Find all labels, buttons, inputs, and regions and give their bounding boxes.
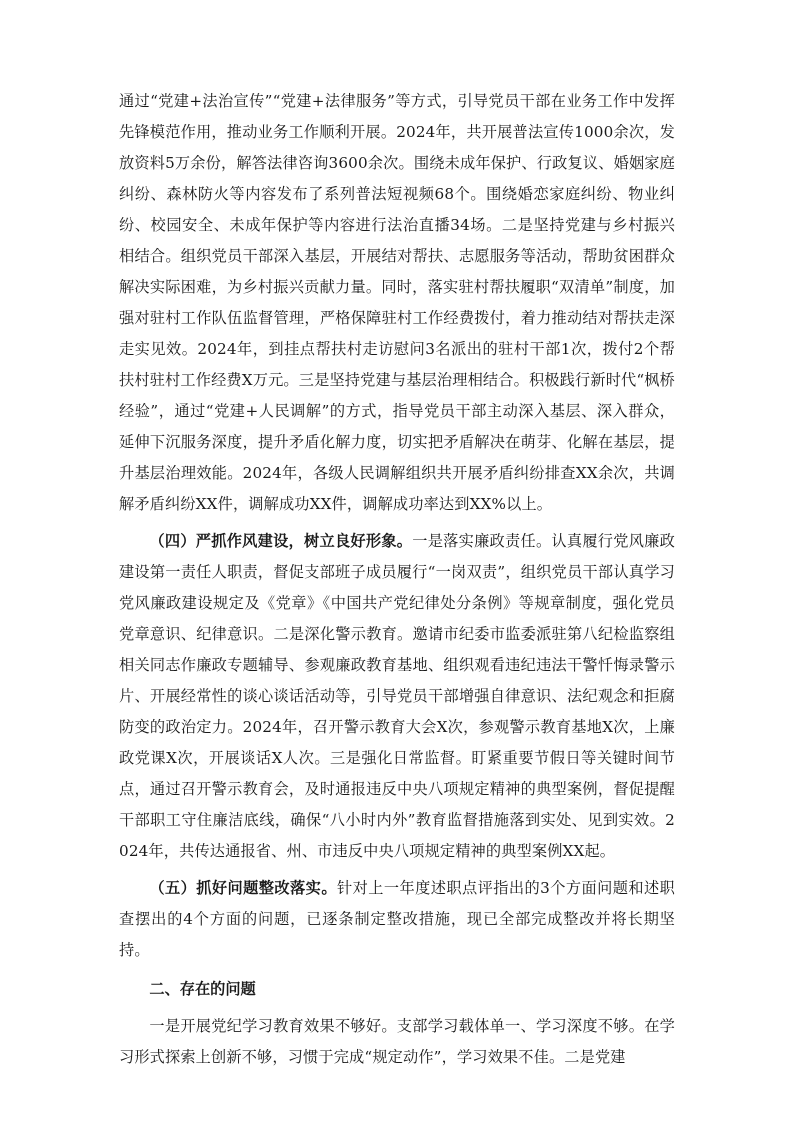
paragraph-rectification — [119, 873, 675, 966]
paragraph-lead-rectification: （五）抓好问题整改落实。 — [149, 879, 337, 897]
paragraph-party-building-practice: 通过“党建+法治宣传”“党建+法律服务”等方式，引导党员干部在业务工作中发挥先锋模范作用，推动业务工作顺利开展。2024年，共开展普法宣传1000余次，发放资料5万余份，解答法律咨询3600余次。围绕未成年保护、行政复议、婚姻家庭纠纷、森林防火等内容发布了系列普法短视频68个。围绕婚恋家庭纠纷、物业纠纷、校园安全、未成年保护等内容进行法治直播34场。二是坚持党建与乡村振兴相结合。组织党员干部深入基层，开展结对帮扶、志愿服务等活动，帮助贫困群众解决实际困难，为乡村振兴贡献力量。同时，落实驻村帮扶履职“双清单”制度，加强对驻村工作队伍监督管理，严格保障驻村工作经费拨付，着力推动结对帮扶走深走实见效。2024年，到挂点帮扶村走访慰问3名派出的驻村干部1次，拨付2个帮扶村驻村工作经费X万元。三是坚持党建与基层治理相结合。积极践行新时代“枫桥经验”，通过“党建+人民调解”的方式，指导党员干部主动深入基层、深入群众，延伸下沉服务深度，提升矛盾化解力度，切实把矛盾解决在萌芽、化解在基层，提升基层治理效能。2024年，各级人民调解组织共开展矛盾纠纷排查XX余次，共调解矛盾纠纷XX件，调解成功XX件，调解成功率达到XX%以上。 — [119, 92, 675, 513]
paragraph-body-rectification: 针对上一年度述职点评指出的3个方面问题和述职查摆出的4个方面的问题，已逐条制定整改措施，现已全部完成整改并将长期坚持。 — [119, 879, 675, 959]
document-page — [119, 86, 675, 1073]
section-heading-existing-problems: 二、存在的问题 — [149, 980, 256, 998]
paragraph-lead-work-style: （四）严抓作风建设，树立良好形象。 — [149, 532, 413, 550]
paragraph-body-work-style: 一是落实廉政责任。认真履行党风廉政建设第一责任人职责，督促支部班子成员履行“一岗双责”，组织党员干部认真学习党风廉政建设规定及《党章》《中国共产党纪律处分条例》等规章制度，强化党员党章意识、纪律意识。二是深化警示教育。邀请市纪委市监委派驻第八纪检监察组相关同志作廉政专题辅导、参观廉政教育基地、组织观看违纪违法干警忏悔录警示片、开展经常性的谈心谈话活动等，引导党员干部增强自律意识、法纪观念和拒腐防变的政治定力。2024年，召开警示教育大会X次，参观警示教育基地X次，上廉政党课X次，开展谈话X人次。三是强化日常监督。盯紧重要节假日等关键时间节点，通过召开警示教育会，及时通报违反中央八项规定精神的典型案例，督促提醒干部职工守住廉洁底线，确保“八小时内外”教育监督措施落到实处、见到实效。2024年，共传达通报省、州、市违反中央八项规定精神的典型案例XX起。 — [119, 532, 675, 860]
paragraph-problems: 一是开展党纪学习教育效果不够好。支部学习载体单一、学习深度不够。在学习形式探索上创新不够，习惯于完成“规定动作”，学习效果不佳。二是党建 — [119, 1017, 675, 1066]
paragraph-work-style — [119, 526, 675, 867]
